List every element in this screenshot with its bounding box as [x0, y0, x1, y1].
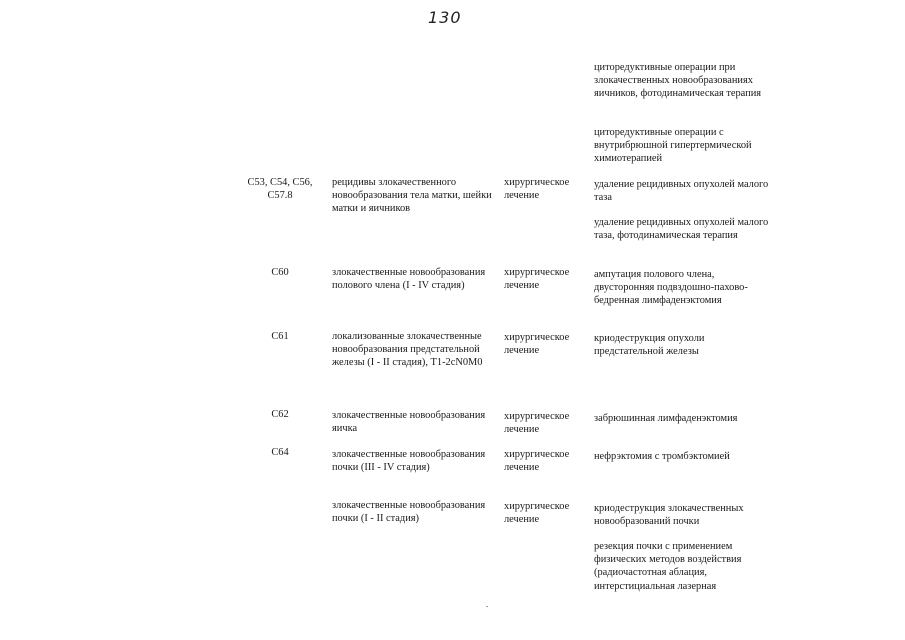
- diagnosis-code: C62: [271, 409, 289, 420]
- treatment-type: хирургическое лечение: [504, 411, 570, 436]
- diagnosis-text: локализованные злокачественные новообразования предстательной железы (I - II стадия), T1-2cN0M0: [332, 331, 483, 369]
- diagnosis-code: C60: [271, 267, 289, 278]
- method-text: резекция почки с применением физических методов воздействия (радиочастотная аблация, интерстициальная лазерная: [594, 541, 742, 592]
- method-text: удаление рецидивных опухолей малого таза: [594, 179, 769, 204]
- method-text: нефрэктомия с тромбэктомией: [594, 451, 730, 462]
- diagnosis-code: C53, C54, C56, C57.8: [247, 177, 313, 202]
- method-text: циторедуктивные операции при злокачественных новообразованиях яичников, фотодинамическая терапия: [594, 62, 762, 100]
- diagnosis-text: злокачественные новообразования полового члена (I - IV стадия): [332, 267, 486, 292]
- diagnosis-text: злокачественные новообразования яичка: [332, 410, 486, 435]
- treatment-type: хирургическое лечение: [504, 332, 570, 357]
- method-text: криодеструкция злокачественных новообразований почки: [594, 503, 744, 528]
- method-text: удаление рецидивных опухолей малого таза, фотодинамическая терапия: [594, 217, 769, 242]
- diagnosis-text: злокачественные новообразования почки (I - II стадия): [332, 500, 486, 525]
- treatment-type: хирургическое лечение: [504, 501, 570, 526]
- diagnosis-code: C64: [271, 447, 289, 458]
- method-text: ампутация полового члена, двусторонняя подвздошно-пахово-бедренная лимфаденэктомия: [594, 269, 748, 307]
- treatment-type: хирургическое лечение: [504, 177, 570, 202]
- diagnosis-code: C61: [271, 331, 289, 342]
- method-text: циторедуктивные операции с внутрибрюшной гипертермической химиотерапией: [594, 127, 752, 165]
- treatment-type: хирургическое лечение: [504, 449, 570, 474]
- treatment-type: хирургическое лечение: [504, 267, 570, 292]
- page-number: 130: [428, 8, 462, 27]
- scan-speck: [486, 606, 488, 607]
- diagnosis-text: злокачественные новообразования почки (III - IV стадия): [332, 449, 486, 474]
- method-text: криодеструкция опухоли предстательной железы: [594, 333, 705, 358]
- method-text: забрюшинная лимфаденэктомия: [594, 413, 738, 424]
- diagnosis-text: рецидивы злокачественного новообразования тела матки, шейки матки и яичников: [332, 177, 492, 215]
